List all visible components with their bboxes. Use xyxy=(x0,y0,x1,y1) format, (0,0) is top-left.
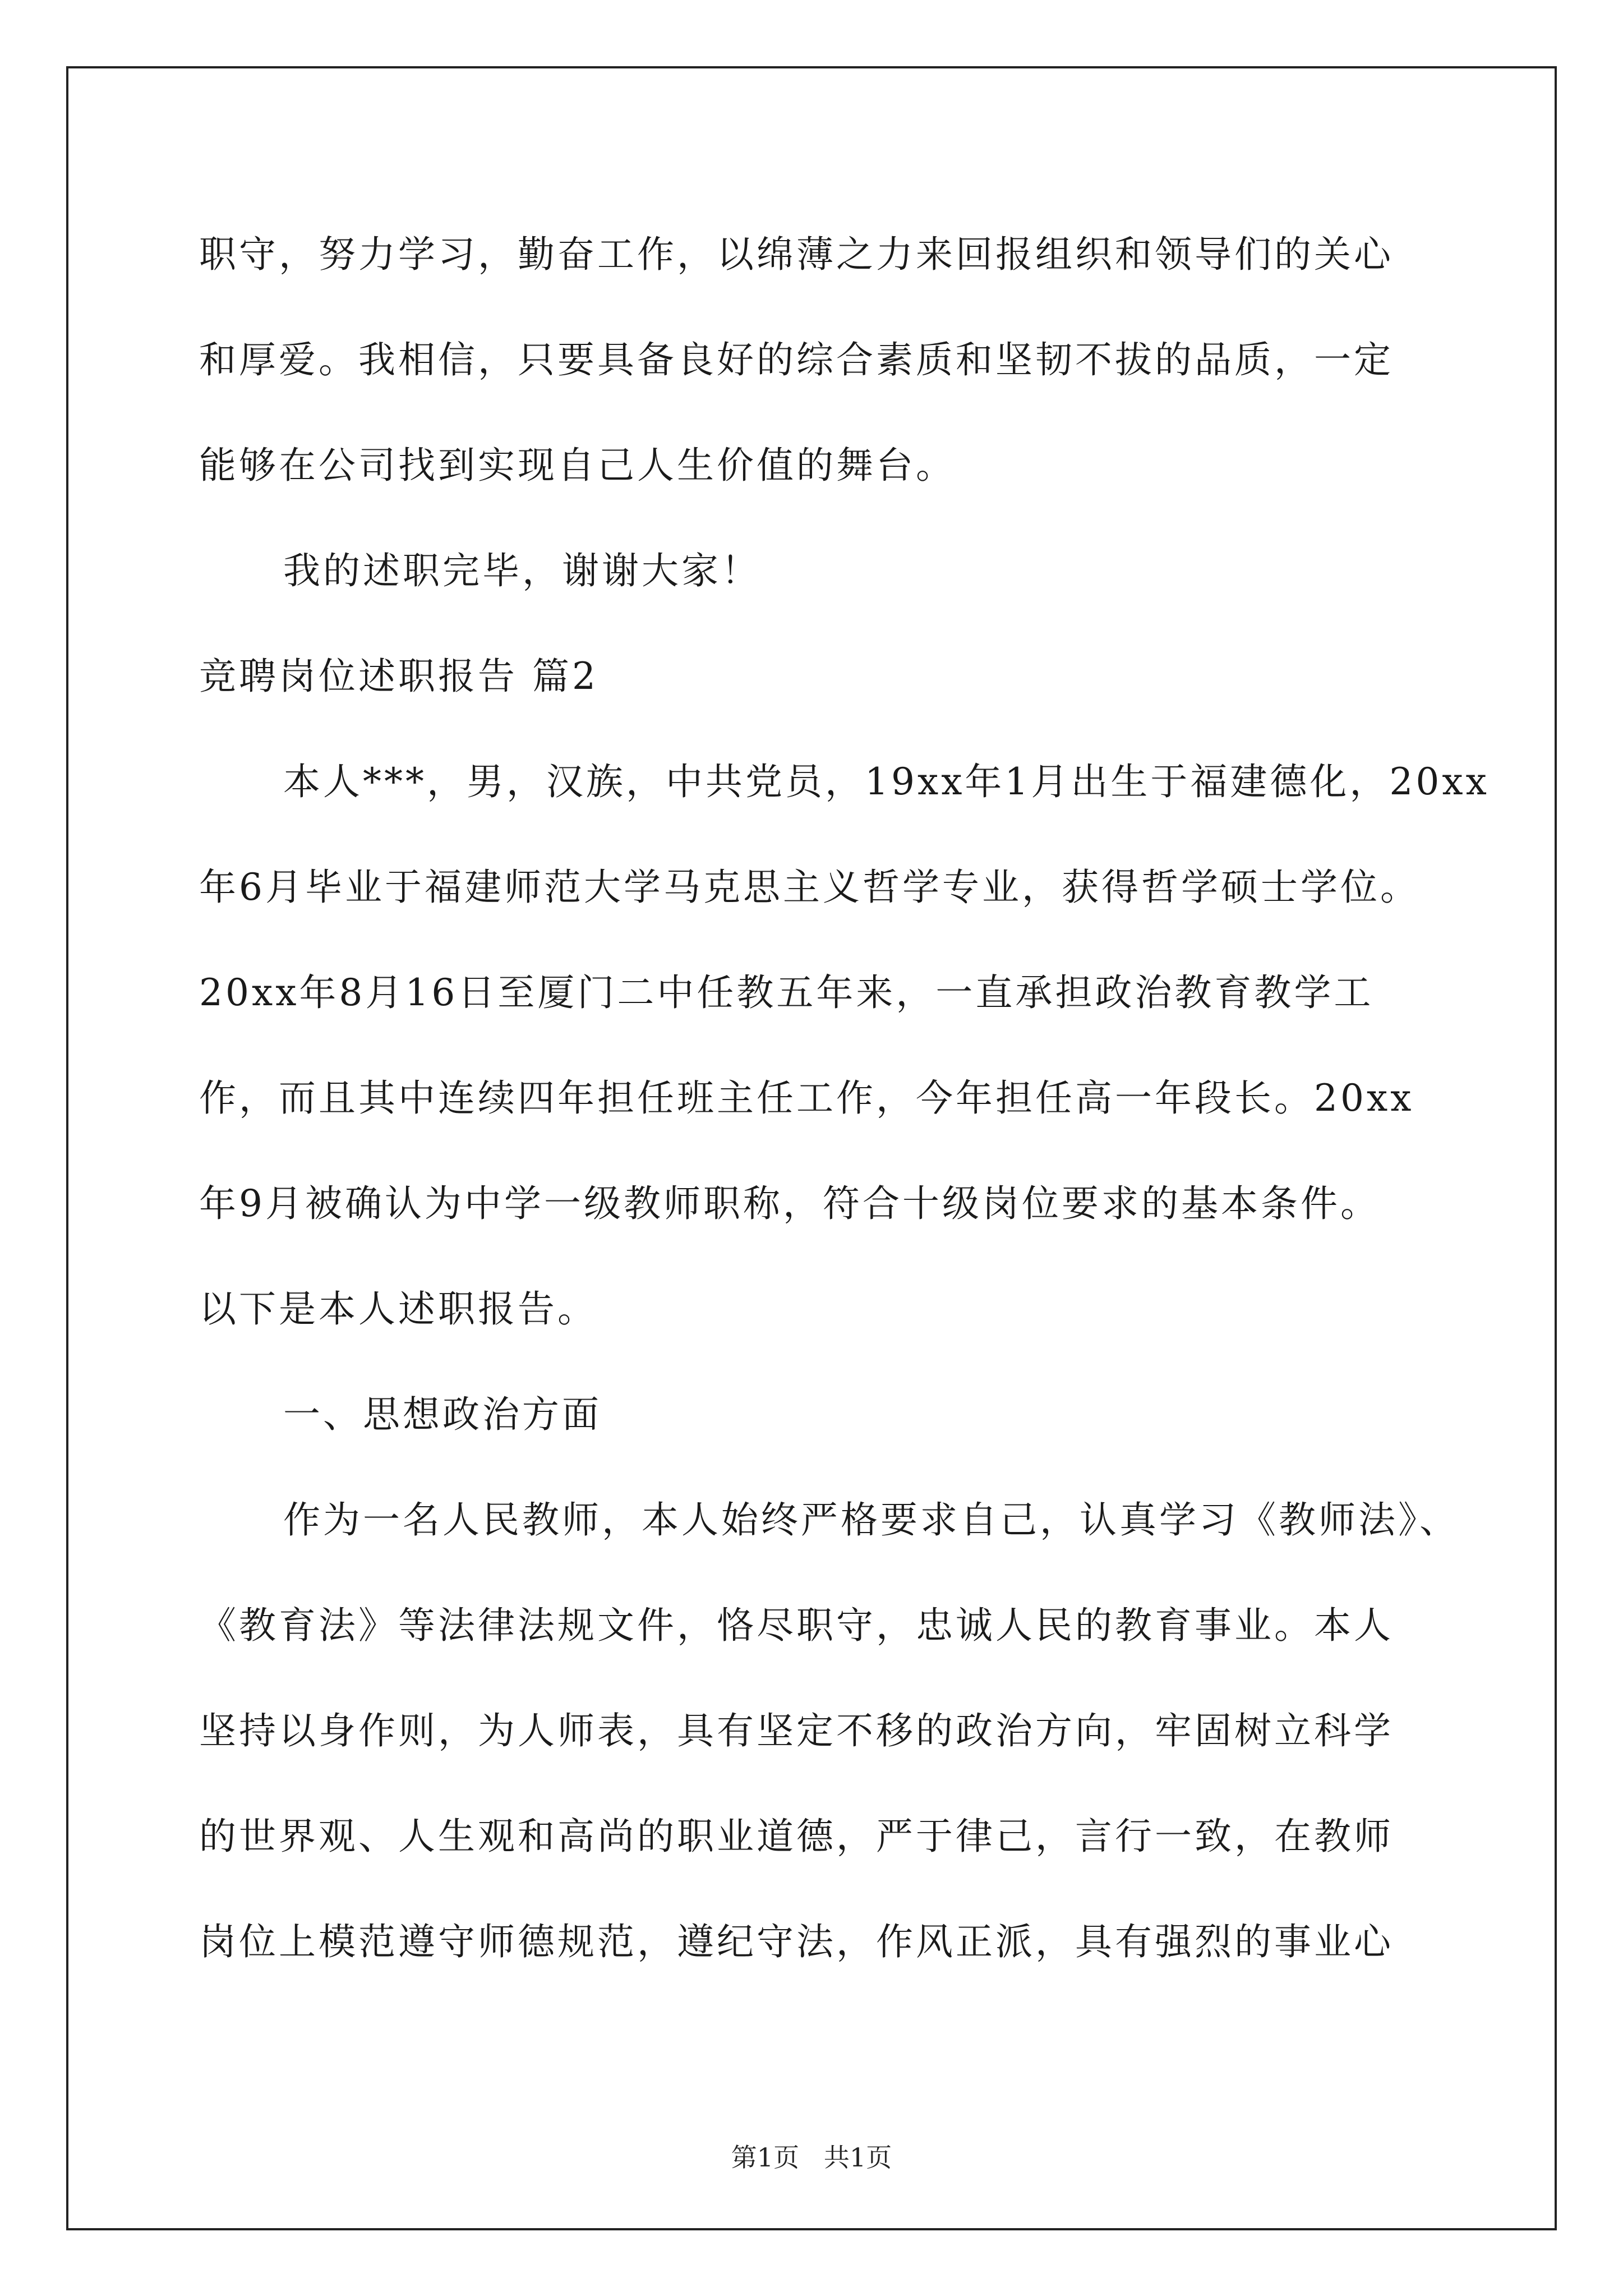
page-footer: 第1页 共1页 xyxy=(731,2142,892,2173)
text-line: 20xx年8月16日至厦门二中任教五年来，一直承担政治教育教学工 xyxy=(199,971,1374,1014)
text-line: 的世界观、人生观和高尚的职业道德，严于律己，言行一致，在教师 xyxy=(199,1815,1394,1858)
text-line: 职守，努力学习，勤奋工作，以绵薄之力来回报组织和领导们的关心 xyxy=(199,233,1394,276)
text-line: 本人***，男，汉族，中共党员，19xx年1月出生于福建德化，20xx xyxy=(283,760,1490,803)
document-body xyxy=(199,202,1490,1995)
text-line: 以下是本人述职报告。 xyxy=(199,1287,597,1331)
text-line: 年9月被确认为中学一级教师职称，符合十级岗位要求的基本条件。 xyxy=(199,1182,1380,1225)
text-line: 岗位上模范遵守师德规范，遵纪守法，作风正派，具有强烈的事业心 xyxy=(199,1920,1394,1963)
text-line: 年6月毕业于福建师范大学马克思主义哲学专业，获得哲学硕士学位。 xyxy=(199,866,1420,909)
text-line: 《教育法》等法律法规文件，恪尽职守，忠诚人民的教育事业。本人 xyxy=(199,1604,1394,1647)
text-line: 作，而且其中连续四年担任班主任工作，今年担任高一年段长。20xx xyxy=(199,1076,1414,1120)
text-line: 能够在公司找到实现自己人生价值的舞台。 xyxy=(199,444,956,487)
text-line: 作为一名人民教师，本人始终严格要求自己，认真学习《教师法》、 xyxy=(283,1498,1459,1542)
text-line: 坚持以身作则，为人师表，具有坚定不移的政治方向，牢固树立科学 xyxy=(199,1709,1394,1752)
text-line: 我的述职完毕，谢谢大家！ xyxy=(283,549,761,592)
text-line: 和厚爱。我相信，只要具备良好的综合素质和坚韧不拔的品质，一定 xyxy=(199,338,1394,381)
subsection-heading: 一、思想政治方面 xyxy=(283,1393,602,1436)
section-heading: 竞聘岗位述职报告 篇2 xyxy=(199,655,598,698)
